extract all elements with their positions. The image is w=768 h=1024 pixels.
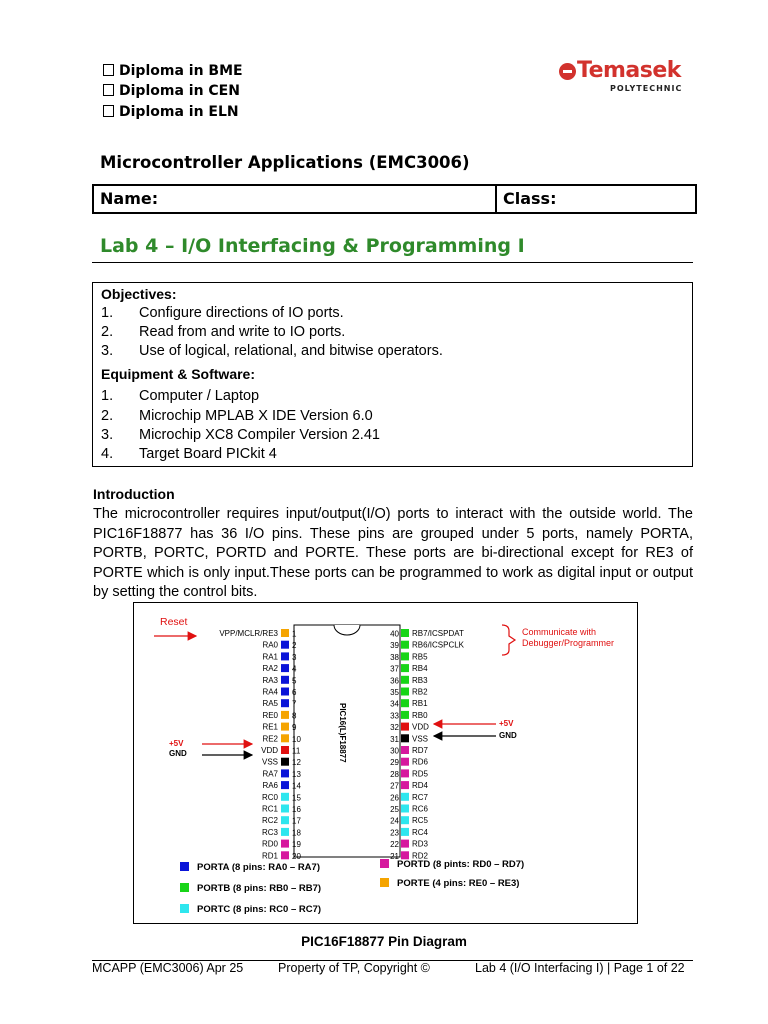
pin-name-right: RD4 bbox=[412, 781, 429, 791]
pin-marker-right bbox=[401, 664, 409, 672]
pin-number-right: 25 bbox=[390, 805, 399, 814]
pin-number-right: 23 bbox=[390, 828, 399, 838]
pin-number-left: 9 bbox=[292, 723, 297, 733]
pin-marker-left bbox=[281, 793, 289, 801]
list-item: 1. Computer / Laptop bbox=[101, 388, 260, 404]
checkbox-icon[interactable] bbox=[103, 105, 114, 117]
pin-name-right: RC6 bbox=[412, 804, 429, 814]
pin-marker-left bbox=[281, 734, 289, 742]
pin-marker-right bbox=[401, 805, 409, 813]
pin-number-right: 27 bbox=[390, 781, 399, 791]
pin-name-left: RA1 bbox=[262, 652, 278, 662]
pin-diagram-svg bbox=[134, 603, 637, 923]
temasek-logo bbox=[553, 58, 683, 98]
diploma-label: Diploma in BME bbox=[119, 63, 243, 79]
comm-label-1: Communicate with bbox=[522, 627, 597, 637]
right-gnd-label: GND bbox=[499, 731, 517, 740]
legend-swatch bbox=[380, 859, 389, 868]
pin-name-left: RA6 bbox=[262, 781, 278, 791]
title-rule bbox=[92, 262, 693, 263]
pin-name-left: VPP/MCLR/RE3 bbox=[219, 629, 278, 638]
pin-number-left: 12 bbox=[292, 758, 301, 768]
pin-number-right: 40 bbox=[390, 629, 399, 639]
legend-swatch bbox=[180, 883, 189, 892]
pin-marker-right bbox=[401, 769, 409, 777]
pin-name-left: RC3 bbox=[261, 827, 278, 837]
pin-name-left: RA5 bbox=[262, 699, 278, 709]
legend-swatch bbox=[380, 878, 389, 887]
pin-number-right: 26 bbox=[390, 793, 399, 803]
pin-name-right: RD2 bbox=[412, 851, 429, 861]
pin-name-right: VSS bbox=[412, 734, 429, 744]
pin-number-right: 21 bbox=[390, 851, 399, 861]
pin-name-right: RD5 bbox=[412, 769, 429, 779]
pin-name-left: RE0 bbox=[262, 710, 278, 720]
pin-marker-right bbox=[401, 711, 409, 719]
pin-marker-right bbox=[401, 746, 409, 754]
reset-label: Reset bbox=[160, 616, 188, 628]
objectives-box bbox=[92, 282, 693, 467]
pin-number-left: 14 bbox=[292, 781, 301, 791]
pin-marker-right bbox=[401, 723, 409, 731]
legend-label: PORTD (8 pints: RD0 – RD7) bbox=[397, 859, 525, 870]
pin-marker-left bbox=[281, 723, 289, 731]
introduction-text: The microcontroller requires input/output(I/O) ports to interact with the outside world. The PIC16F18877 has 36 I/O pins. These pins are grouped under 5 ports, namely PORTA, PORTB, PORTC, PORTD and PORTE. These ports are bi-directional except for RE3 of PORTE which is only input.These ports can be programmed to work as digital input or output by setting the control bits. bbox=[93, 506, 693, 600]
logo-subtitle: POLYTECHNIC bbox=[610, 84, 683, 93]
legend-label: PORTC (8 pins: RC0 – RC7) bbox=[197, 904, 322, 915]
pin-name-right: RB7/ICSPDAT bbox=[412, 629, 464, 638]
pin-number-left: 13 bbox=[292, 769, 301, 779]
pin-name-right: RB5 bbox=[412, 652, 428, 662]
pin-number-right: 22 bbox=[390, 840, 399, 850]
footer-right: Lab 4 (I/O Interfacing I) | Page 1 of 22 bbox=[475, 961, 685, 975]
equipment-heading: Equipment & Software: bbox=[101, 366, 256, 382]
logo-mark-icon bbox=[559, 63, 576, 80]
legend-swatch bbox=[180, 904, 189, 913]
pin-number-left: 18 bbox=[292, 828, 301, 838]
list-item: 3. Use of logical, relational, and bitwise operators. bbox=[101, 343, 443, 359]
right-vdd-label: +5V bbox=[499, 719, 514, 728]
pin-name-left: RE2 bbox=[262, 734, 278, 744]
pin-number-left: 8 bbox=[292, 711, 297, 721]
pin-number-right: 36 bbox=[390, 676, 399, 686]
pin-marker-left bbox=[281, 828, 289, 836]
pin-marker-left bbox=[281, 805, 289, 813]
list-item: 1. Configure directions of IO ports. bbox=[101, 305, 344, 321]
pin-number-right: 24 bbox=[390, 816, 399, 826]
course-title: Microcontroller Applications (EMC3006) bbox=[100, 153, 470, 172]
pin-number-right: 39 bbox=[390, 641, 399, 651]
objectives-heading: Objectives: bbox=[101, 286, 177, 302]
pin-name-right: RB0 bbox=[412, 710, 428, 720]
pin-marker-right bbox=[401, 629, 409, 637]
pin-number-right: 30 bbox=[390, 746, 399, 756]
pin-marker-left bbox=[281, 851, 289, 859]
pin-number-left: 11 bbox=[292, 746, 301, 756]
pin-number-left: 17 bbox=[292, 816, 301, 826]
class-label: Class: bbox=[503, 189, 557, 208]
pin-marker-right bbox=[401, 781, 409, 789]
pin-name-right: RC4 bbox=[412, 827, 429, 837]
pin-name-right: RB6/ICSPCLK bbox=[412, 640, 465, 650]
diploma-label: Diploma in ELN bbox=[119, 104, 239, 120]
comm-label-2: Debugger/Programmer bbox=[522, 638, 615, 648]
pin-number-right: 37 bbox=[390, 664, 399, 674]
diploma-option-eln[interactable] bbox=[103, 103, 239, 121]
pin-number-right: 28 bbox=[390, 769, 399, 779]
pin-name-left: VDD bbox=[261, 746, 278, 755]
pin-name-left: RD0 bbox=[261, 839, 278, 849]
pin-marker-left bbox=[281, 652, 289, 660]
pin-number-right: 32 bbox=[390, 723, 399, 733]
pin-number-right: 38 bbox=[390, 652, 399, 662]
left-gnd-label: GND bbox=[169, 749, 187, 758]
legend-label: PORTE (4 pins: RE0 – RE3) bbox=[397, 878, 520, 889]
checkbox-icon[interactable] bbox=[103, 84, 114, 96]
pin-name-left: RE1 bbox=[262, 722, 278, 732]
pin-name-left: RA3 bbox=[262, 675, 278, 685]
list-item: 4. Target Board PICkit 4 bbox=[101, 446, 277, 462]
pin-number-left: 3 bbox=[292, 652, 297, 662]
pin-name-right: RC5 bbox=[412, 816, 429, 826]
pin-marker-right bbox=[401, 699, 409, 707]
diagram-caption: PIC16F18877 Pin Diagram bbox=[301, 934, 467, 949]
list-item: 3. Microchip XC8 Compiler Version 2.41 bbox=[101, 427, 380, 443]
pin-name-left: RD1 bbox=[261, 851, 278, 861]
legend-swatch bbox=[180, 862, 189, 871]
pin-marker-left bbox=[281, 781, 289, 789]
pin-number-right: 34 bbox=[390, 699, 399, 709]
checkbox-icon[interactable] bbox=[103, 64, 114, 76]
left-vdd-label: +5V bbox=[169, 739, 184, 748]
pin-marker-left bbox=[281, 840, 289, 848]
pin-marker-right bbox=[401, 828, 409, 836]
pin-marker-left bbox=[281, 699, 289, 707]
pin-name-left: RC2 bbox=[261, 816, 278, 826]
pin-number-left: 16 bbox=[292, 805, 301, 814]
pin-marker-left bbox=[281, 746, 289, 754]
diploma-label: Diploma in CEN bbox=[119, 83, 240, 99]
pin-marker-left bbox=[281, 676, 289, 684]
footer-center: Property of TP, Copyright © bbox=[278, 961, 430, 975]
pin-name-left: RA7 bbox=[262, 769, 278, 779]
pin-number-left: 20 bbox=[292, 851, 301, 861]
pin-marker-right bbox=[401, 676, 409, 684]
pin-name-right: RC7 bbox=[412, 792, 429, 802]
pin-number-left: 4 bbox=[292, 664, 297, 674]
pin-name-left: RA0 bbox=[262, 640, 278, 650]
pin-marker-left bbox=[281, 688, 289, 696]
pin-name-right: RD3 bbox=[412, 839, 429, 849]
pin-number-left: 19 bbox=[292, 840, 301, 850]
pin-marker-right bbox=[401, 758, 409, 766]
pin-number-left: 5 bbox=[292, 676, 297, 686]
pin-number-right: 31 bbox=[390, 734, 399, 744]
lab-title: Lab 4 – I/O Interfacing & Programming I bbox=[100, 235, 525, 257]
pin-marker-left bbox=[281, 629, 289, 637]
diploma-option-bme[interactable] bbox=[103, 62, 243, 80]
name-class-table bbox=[92, 184, 697, 214]
pin-name-right: RB4 bbox=[412, 664, 428, 674]
list-item: 2. Read from and write to IO ports. bbox=[101, 324, 346, 340]
chip-label: PIC16(L)F18877 bbox=[338, 703, 347, 763]
pin-number-right: 29 bbox=[390, 758, 399, 768]
logo-wordmark: Temasek bbox=[577, 58, 681, 83]
pin-marker-right bbox=[401, 641, 409, 649]
pin-name-left: RC0 bbox=[261, 792, 278, 802]
pin-marker-right bbox=[401, 840, 409, 848]
pin-number-left: 6 bbox=[292, 688, 297, 697]
pin-marker-right bbox=[401, 688, 409, 696]
introduction-heading: Introduction bbox=[93, 486, 175, 502]
pin-number-right: 33 bbox=[390, 711, 399, 721]
pin-diagram bbox=[133, 602, 638, 924]
pin-number-left: 10 bbox=[292, 734, 301, 744]
pin-number-left: 2 bbox=[292, 641, 297, 651]
list-item: 2. Microchip MPLAB X IDE Version 6.0 bbox=[101, 408, 373, 424]
name-label: Name: bbox=[100, 189, 159, 208]
table-divider bbox=[495, 186, 497, 212]
footer-left: MCAPP (EMC3006) Apr 25 bbox=[92, 961, 244, 975]
pin-name-right: RD6 bbox=[412, 757, 429, 767]
pin-name-right: RB1 bbox=[412, 699, 428, 709]
pin-number-right: 35 bbox=[390, 688, 399, 697]
comm-bracket bbox=[502, 625, 515, 655]
pin-marker-right bbox=[401, 793, 409, 801]
pin-marker-left bbox=[281, 664, 289, 672]
pin-marker-left bbox=[281, 769, 289, 777]
pin-name-left: RC1 bbox=[261, 804, 278, 814]
pin-number-left: 15 bbox=[292, 793, 301, 803]
pin-name-right: RB2 bbox=[412, 687, 428, 697]
pin-name-right: RD7 bbox=[412, 746, 429, 755]
pin-name-left: RA4 bbox=[262, 687, 278, 697]
pin-name-right: VDD bbox=[412, 722, 429, 732]
pin-marker-left bbox=[281, 711, 289, 719]
pin-name-left: VSS bbox=[261, 757, 278, 767]
legend-label: PORTA (8 pins: RA0 – RA7) bbox=[197, 862, 320, 873]
pin-marker-right bbox=[401, 652, 409, 660]
pin-marker-left bbox=[281, 816, 289, 824]
legend-label: PORTB (8 pins: RB0 – RB7) bbox=[197, 883, 322, 894]
pin-number-left: 1 bbox=[292, 629, 297, 639]
pin-name-left: RA2 bbox=[262, 664, 278, 674]
pin-marker-left bbox=[281, 641, 289, 649]
pin-marker-left bbox=[281, 758, 289, 766]
pin-marker-right bbox=[401, 816, 409, 824]
pin-name-right: RB3 bbox=[412, 675, 428, 685]
pin-number-left: 7 bbox=[292, 699, 297, 709]
diploma-option-cen[interactable] bbox=[103, 82, 240, 100]
pin-marker-right bbox=[401, 734, 409, 742]
